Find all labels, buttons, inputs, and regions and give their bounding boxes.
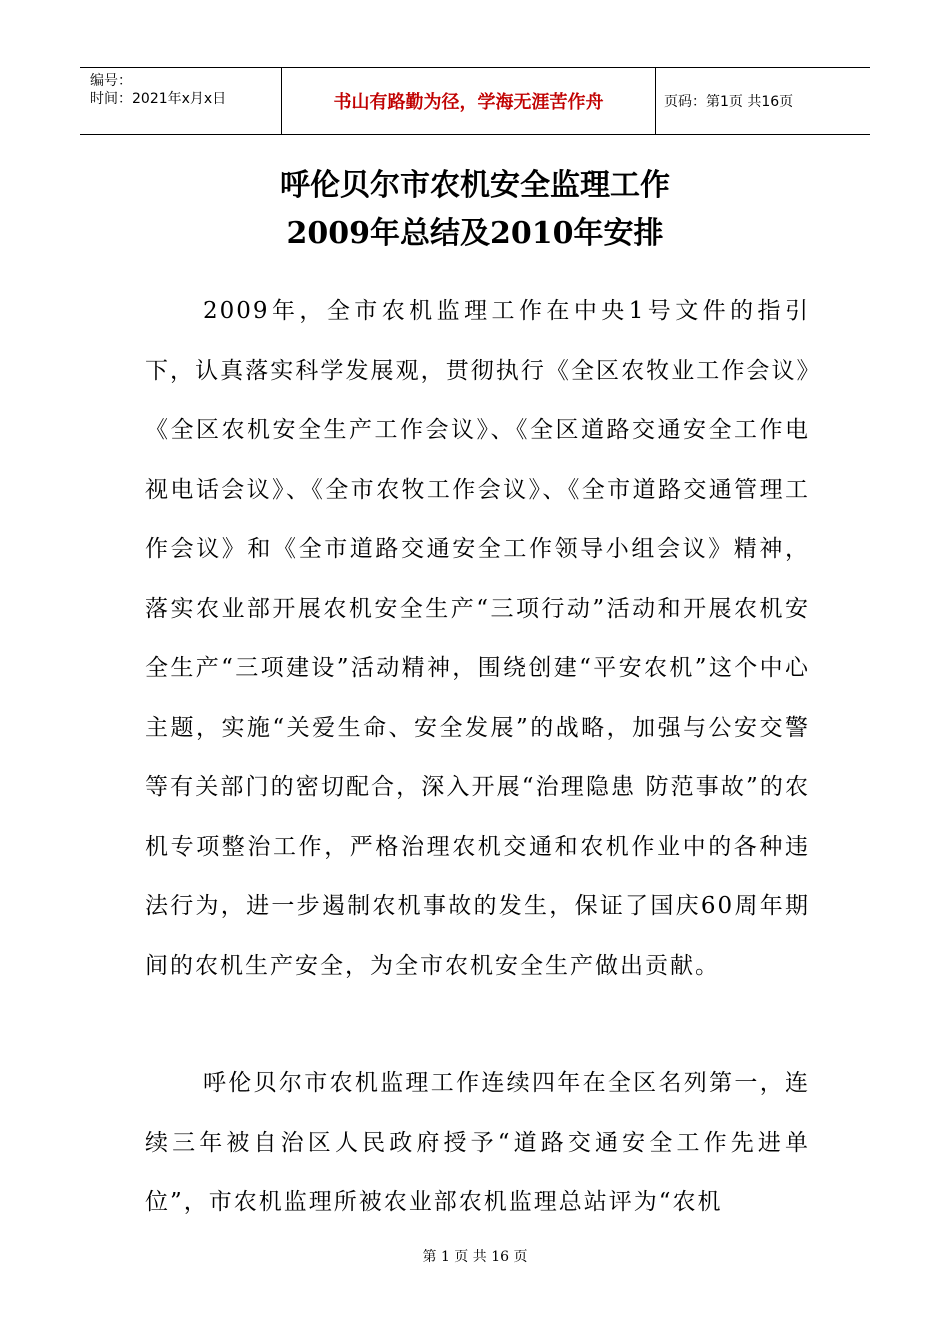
header-table bbox=[80, 67, 870, 135]
doc-time-label: 时间：2021年x月x日 bbox=[90, 91, 227, 107]
header-motto: 书山有路勤为径，学海无涯苦作舟 bbox=[282, 68, 656, 134]
page-footer: 第 1 页 共 16 页 bbox=[422, 1249, 528, 1265]
body-paragraph-1: 2009年，全市农机监理工作在中央1号文件的指引下，认真落实科学发展观，贯彻执行《全区农牧业工作会议》《全区农机安全生产工作会议》、《全区道路交通安全工作电视电话会议》、《全市农牧工作会议》、《全市道路交通管理工作会议》和《全市道路交通安全工作领导小组会议》精神，落实农业部开展农机安全生产“三项行动”活动和开展农机安全生产“三项建设”活动精神，围绕创建“平安农机”这个中心主题，实施“关爱生命、安全发展”的战略，加强与公安交警等有关部门的密切配合，深入开展“治理隐患 防范事故”的农机专项整治工作，严格治理农机交通和农机作业中的各种违法行为，进一步遏制农机事故的发生，保证了国庆60周年期间的农机生产安全，为全市农机安全生产做出贡献。 bbox=[145, 298, 810, 979]
body-paragraph-2: 呼伦贝尔市农机监理工作连续四年在全区名列第一，连续三年被自治区人民政府授予“道路交通安全工作先进单位”，市农机监理所被农业部农机监理总站评为“农机 bbox=[145, 1070, 810, 1215]
document-title-line2: 2009年总结及2010年安排 bbox=[286, 216, 664, 251]
doc-number-label: 编号： bbox=[90, 73, 132, 89]
header-page-info: 页码：第1页 共16页 bbox=[664, 94, 794, 110]
document-title-line1: 呼伦贝尔市农机安全监理工作 bbox=[280, 168, 670, 203]
header-meta-cell bbox=[80, 68, 282, 134]
